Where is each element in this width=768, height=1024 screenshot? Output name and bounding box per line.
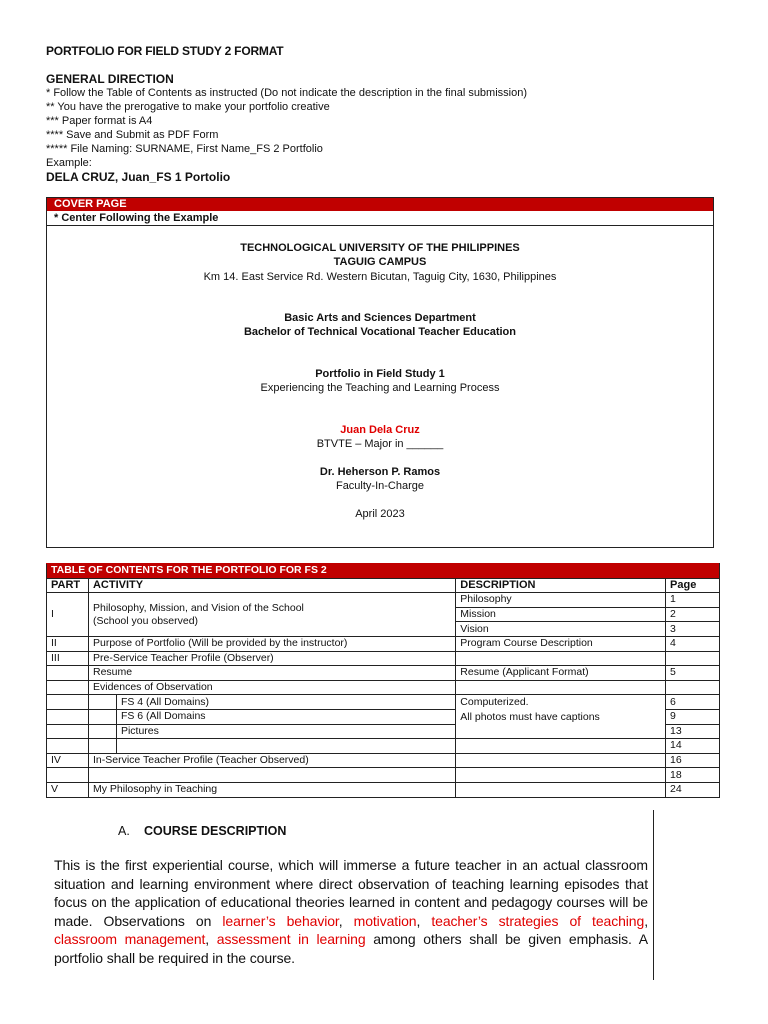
table-row	[47, 768, 720, 783]
activity-cell: Pictures	[116, 724, 455, 739]
description-cell	[456, 651, 666, 666]
activity-cell: FS 4 (All Domains)	[116, 695, 455, 710]
portfolio-title: Portfolio in Field Study 1	[315, 368, 445, 380]
indent-cell	[88, 739, 116, 754]
toc-header-row	[47, 578, 720, 593]
table-row	[47, 651, 720, 666]
highlight-text: learner’s behavior	[222, 912, 339, 929]
table-row	[47, 593, 720, 608]
page-cell: 1	[666, 593, 720, 608]
part-cell	[47, 739, 89, 754]
part-cell	[47, 666, 89, 681]
direction-item: ***** File Naming: SURNAME, First Name_FS 2 Portfolio	[46, 143, 323, 155]
direction-item: * Follow the Table of Contents as instructed (Do not indicate the description in the final submission)	[46, 87, 527, 99]
col-header-activity: ACTIVITY	[88, 578, 455, 593]
part-cell: V	[47, 782, 89, 797]
section-title: COURSE DESCRIPTION	[144, 824, 287, 838]
activity-cell: Evidences of Observation	[88, 680, 455, 695]
description-line: All photos must have captions	[460, 711, 600, 724]
part-cell: I	[47, 593, 89, 637]
highlight-text: motivation	[353, 912, 417, 929]
course-description-heading	[118, 824, 286, 838]
part-cell	[47, 709, 89, 724]
part-cell: III	[47, 651, 89, 666]
activity-cell: In-Service Teacher Profile (Teacher Observed)	[88, 753, 455, 768]
description-cell	[456, 753, 666, 768]
col-header-part: PART	[47, 578, 89, 593]
description-cell: Resume (Applicant Format)	[456, 666, 666, 681]
student-name: Juan Dela Cruz	[340, 424, 420, 436]
part-cell: II	[47, 636, 89, 651]
general-direction-heading: GENERAL DIRECTION	[46, 72, 174, 86]
description-cell	[456, 739, 666, 754]
page-cell: 18	[666, 768, 720, 783]
description-cell	[456, 695, 666, 739]
part-cell	[47, 695, 89, 710]
highlight-text: assessment in learning	[216, 931, 366, 948]
cover-page-box	[46, 197, 714, 548]
part-cell	[47, 724, 89, 739]
page-cell: 13	[666, 724, 720, 739]
table-row	[47, 680, 720, 695]
page-cell: 2	[666, 607, 720, 622]
activity-cell: Pre-Service Teacher Profile (Observer)	[88, 651, 455, 666]
activity-line: Philosophy, Mission, and Vision of the School	[92, 601, 304, 614]
description-cell: Program Course Description	[456, 636, 666, 651]
part-cell	[47, 680, 89, 695]
example-label: Example:	[46, 157, 92, 169]
separator-text: ,	[338, 912, 354, 929]
table-row	[47, 739, 720, 754]
document-title: PORTFOLIO FOR FIELD STUDY 2 FORMAT	[46, 44, 284, 58]
faculty-role: Faculty-In-Charge	[335, 480, 425, 492]
description-line: Computerized.	[460, 696, 529, 709]
indent-cell	[88, 709, 116, 724]
activity-cell: Resume	[88, 666, 455, 681]
page-cell: 9	[666, 709, 720, 724]
faculty-name: Dr. Heherson P. Ramos	[319, 466, 441, 478]
activity-line: (School you observed)	[92, 614, 199, 627]
separator-text: ,	[416, 912, 432, 929]
page-cell: 5	[666, 666, 720, 681]
program-name: Bachelor of Technical Vocational Teacher Education	[243, 326, 516, 338]
separator-text: ,	[205, 931, 217, 948]
direction-item: *** Paper format is A4	[46, 115, 153, 127]
activity-cell	[88, 593, 455, 637]
table-row	[47, 636, 720, 651]
highlight-text: teacher’s strategies of teaching	[431, 912, 645, 929]
toc-title-row	[47, 564, 720, 579]
page-cell: 24	[666, 782, 720, 797]
description-cell: Philosophy	[456, 593, 666, 608]
course-description-paragraph	[54, 856, 648, 968]
cover-note: * Center Following the Example	[47, 211, 713, 226]
indent-cell	[88, 695, 116, 710]
department-name: Basic Arts and Sciences Department	[284, 312, 476, 324]
description-cell	[456, 782, 666, 797]
campus-name: TAGUIG CAMPUS	[333, 256, 427, 268]
university-name: TECHNOLOGICAL UNIVERSITY OF THE PHILIPPINES	[240, 242, 520, 254]
paragraph-text: among others shall be given emphasis. A portfolio shall be required in the course.	[54, 931, 648, 966]
page-cell	[666, 651, 720, 666]
campus-address: Km 14. East Service Rd. Western Bicutan, Taguig City, 1630, Philippines	[203, 271, 557, 283]
page-cell: 4	[666, 636, 720, 651]
direction-item: ** You have the prerogative to make your portfolio creative	[46, 101, 330, 113]
toc-title: TABLE OF CONTENTS FOR THE PORTFOLIO FOR FS 2	[47, 564, 720, 579]
activity-cell	[88, 768, 455, 783]
section-number: A.	[118, 824, 130, 838]
page-cell: 14	[666, 739, 720, 754]
page-cell	[666, 680, 720, 695]
description-cell	[456, 680, 666, 695]
page-cell: 6	[666, 695, 720, 710]
cover-date: April 2023	[355, 508, 405, 520]
separator-text: ,	[644, 912, 648, 929]
part-cell: IV	[47, 753, 89, 768]
highlight-text: classroom management	[54, 931, 206, 948]
description-cell	[456, 768, 666, 783]
cover-page-bar: COVER PAGE	[47, 198, 713, 211]
page-cell: 3	[666, 622, 720, 637]
example-file-name: DELA CRUZ, Juan_FS 1 Portolio	[46, 170, 231, 184]
page-cell: 16	[666, 753, 720, 768]
general-direction	[46, 72, 527, 184]
table-row	[47, 695, 720, 710]
activity-cell: FS 6 (All Domains	[116, 709, 455, 724]
table-of-contents	[46, 563, 720, 798]
col-header-page: Page	[666, 578, 720, 593]
activity-cell: My Philosophy in Teaching	[88, 782, 455, 797]
student-major: BTVTE – Major in ______	[316, 438, 444, 450]
col-header-description: DESCRIPTION	[456, 578, 666, 593]
activity-cell	[116, 739, 455, 754]
description-cell: Vision	[456, 622, 666, 637]
description-cell: Mission	[456, 607, 666, 622]
table-row	[47, 782, 720, 797]
margin-rule	[653, 810, 654, 980]
portfolio-subtitle: Experiencing the Teaching and Learning Process	[260, 382, 500, 394]
table-row	[47, 753, 720, 768]
part-cell	[47, 768, 89, 783]
table-row	[47, 666, 720, 681]
activity-cell: Purpose of Portfolio (Will be provided by the instructor)	[88, 636, 455, 651]
direction-item: **** Save and Submit as PDF Form	[46, 129, 219, 141]
indent-cell	[88, 724, 116, 739]
paragraph-text: This is the first experiential course, which will immerse a future teacher in an actual classroom situation and learning environment where direct observation of teaching learning episodes that focus on the application of educational theories learned in content and pedagogy courses will be made. Observations on	[54, 857, 648, 929]
